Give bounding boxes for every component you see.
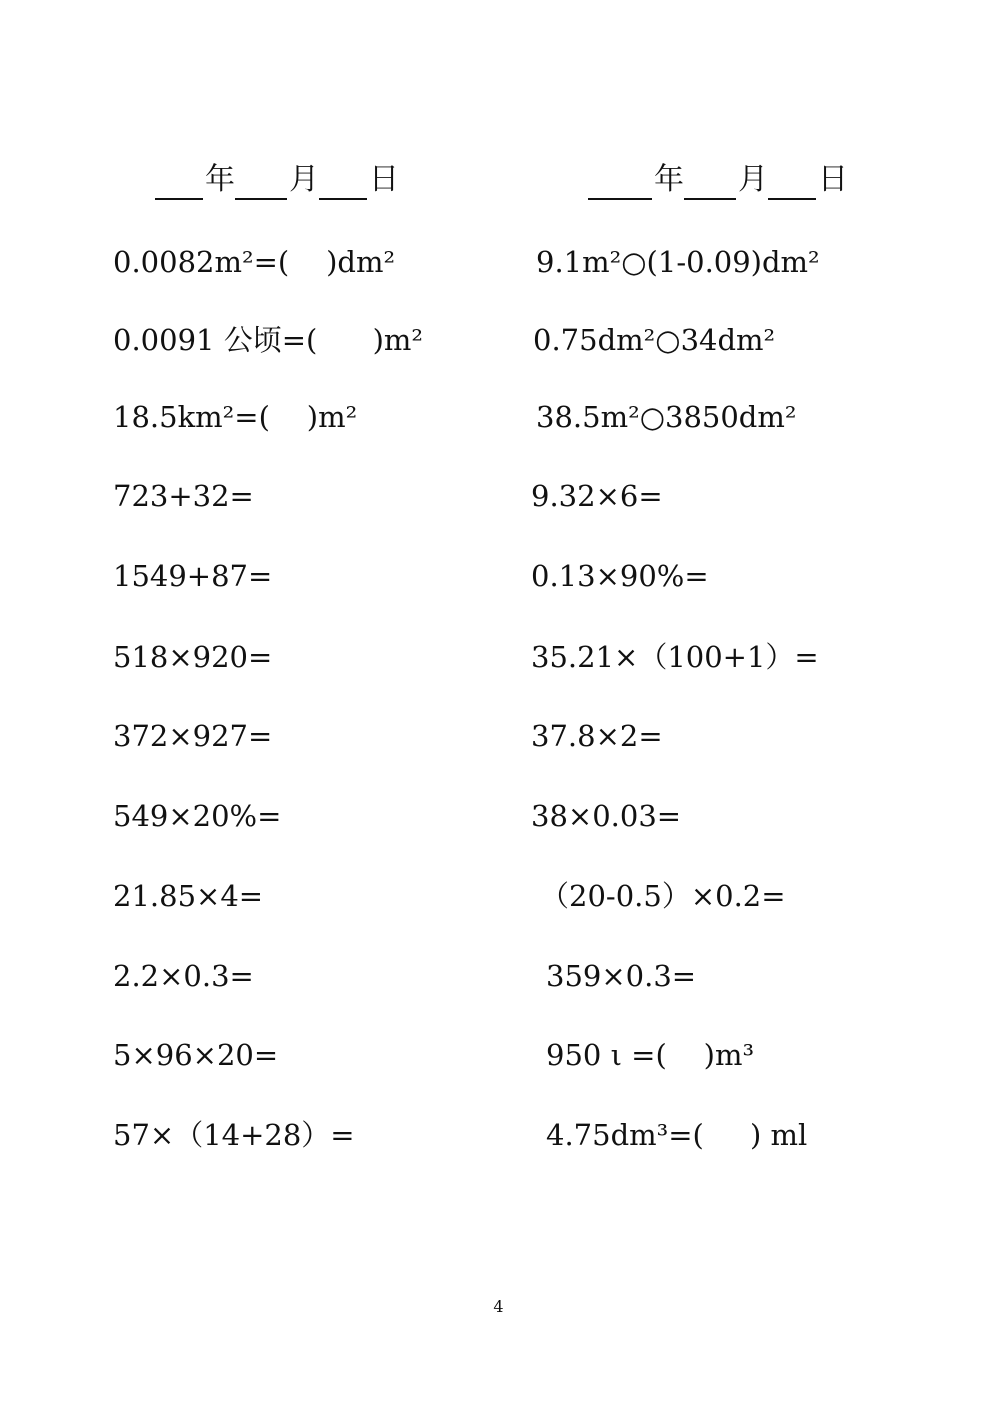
problem-left-11: 5×96×20= [113,1038,279,1072]
problem-right-2: 0.75dm²○34dm² [533,323,776,357]
year-blank [155,166,203,200]
month-label: 月 [289,162,319,197]
date-header-left [155,160,399,200]
page-number: 4 [493,1297,504,1316]
problem-left-8: 549×20%= [113,799,282,833]
problem-right-10: 359×0.3= [546,959,697,993]
problem-right-8: 38×0.03= [531,799,682,833]
problem-left-2: 0.0091 公顷=( )m² [113,323,424,357]
problem-right-5: 0.13×90%= [531,559,709,593]
day-blank [319,166,367,200]
problem-right-6: 35.21×（100+1）= [531,640,819,674]
problem-left-12: 57×（14+28）= [113,1118,355,1152]
problem-left-6: 518×920= [113,640,273,674]
problem-left-10: 2.2×0.3= [113,959,254,993]
problem-left-4: 723+32= [113,479,254,513]
day-blank [768,166,816,200]
month-blank [684,166,736,200]
problem-left-9: 21.85×4= [113,879,264,913]
problem-right-4: 9.32×6= [531,479,663,513]
problem-left-5: 1549+87= [113,559,273,593]
day-label: 日 [369,162,399,197]
problem-right-3: 38.5m²○3850dm² [536,400,797,434]
date-header-right [588,160,848,200]
month-blank [235,166,287,200]
problem-right-9: （20-0.5）×0.2= [540,879,786,913]
problem-left-1: 0.0082m²=( )dm² [113,245,396,279]
problem-left-3: 18.5km²=( )m² [113,400,358,434]
problem-right-11: 950 ι =( )m³ [546,1038,755,1072]
problem-left-7: 372×927= [113,719,273,753]
month-label: 月 [738,162,768,197]
year-blank [588,166,652,200]
problem-right-1: 9.1m²○(1-0.09)dm² [536,245,820,279]
problem-right-7: 37.8×2= [531,719,663,753]
problem-right-12: 4.75dm³=( ) ml [546,1118,808,1152]
year-label: 年 [205,162,235,197]
year-label: 年 [654,162,684,197]
day-label: 日 [818,162,848,197]
